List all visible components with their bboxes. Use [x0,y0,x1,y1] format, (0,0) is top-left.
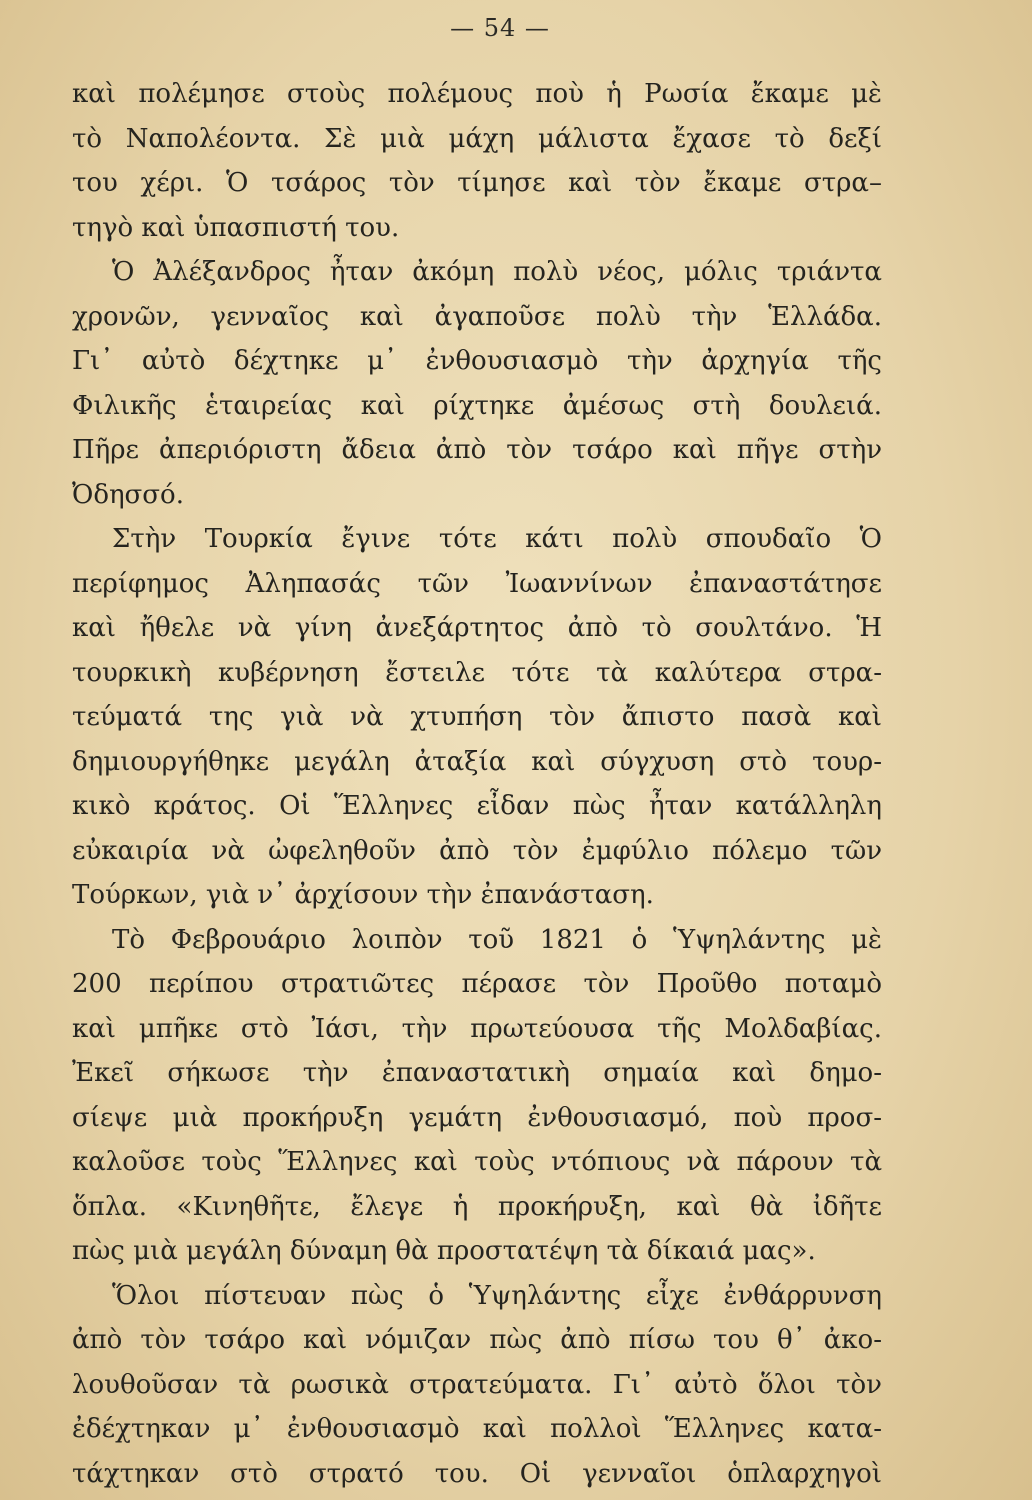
text-line: καὶ μπῆκε στὸ Ἰάσι, τὴν πρωτεύουσα τῆς Μολδαβίας. [72,1013,882,1044]
text-line: Τὸ Φεβρουάριο λοιπὸν τοῦ 1821 ὁ Ὑψηλάντης μὲ [112,924,882,955]
text-line: περίφημος Ἀληπασάς τῶν Ἰωαννίνων ἐπαναστάτησε [72,568,882,599]
text-line: τεύματά της γιὰ νὰ χτυπήση τὸν ἄπιστο πασὰ καὶ [72,702,882,732]
text-line: Ὁ Ἀλέξανδρος ἦταν ἀκόμη πολὺ νέος, μόλις τριάντα [112,257,882,287]
text-line: σίεψε μιὰ προκήρυξη γεμάτη ἐνθουσιασμό, ποὺ προσ- [72,1102,882,1133]
text-line: πὼς μιὰ μεγάλη δύναμη θὰ προστατέψη τὰ δίκαιά μας». [72,1236,816,1266]
text-line: Ὀδησσό. [72,479,184,510]
text-line: Φιλικῆς ἑταιρείας καὶ ρίχτηκε ἀμέσως στὴ δουλειά. [72,390,882,421]
text-line: χρονῶν, γενναῖος καὶ ἀγαποῦσε πολὺ τὴν Ἑλλάδα. [72,301,882,332]
text-line: εὐκαιρία νὰ ὠφεληθοῦν ἀπὸ τὸν ἐμφύλιο πόλεμο τῶν [72,835,882,866]
text-line: Πῆρε ἀπεριόριστη ἄδεια ἀπὸ τὸν τσάρο καὶ πῆγε στὴν [72,435,882,465]
text-line: τουρκικὴ κυβέρνηση ἔστειλε τότε τὰ καλύτερα στρα- [72,657,882,688]
page-number: — 54 — [450,14,550,42]
text-line: λουθοῦσαν τὰ ρωσικὰ στρατεύματα. Γι᾿ αὐτὸ ὅλοι τὸν [72,1369,882,1400]
text-line: τὸ Ναπολέοντα. Σὲ μιὰ μάχη μάλιστα ἔχασε τὸ δεξί [72,123,882,154]
text-line: τηγὸ καὶ ὑπασπιστή του. [72,212,400,243]
text-line: Ὅλοι πίστευαν πὼς ὁ Ὑψηλάντης εἶχε ἐνθάρρυνση [112,1280,882,1311]
text-line: καὶ ἤθελε νὰ γίνη ἀνεξάρτητος ἀπὸ τὸ σουλτάνο. Ἡ [72,613,882,643]
text-line: καλοῦσε τοὺς Ἕλληνες καὶ τοὺς ντόπιους νὰ πάρουν τὰ [72,1147,882,1177]
body-text [72,72,882,1496]
text-line: καὶ πολέμησε στοὺς πολέμους ποὺ ἡ Ρωσία ἔκαμε μὲ [72,79,882,109]
text-line: ἀπὸ τὸν τσάρο καὶ νόμιζαν πὼς ἀπὸ πίσω του θ᾿ ἀκο- [72,1325,882,1355]
text-line: ἐδέχτηκαν μ᾿ ἐνθουσιασμὸ καὶ πολλοὶ Ἕλληνες κατα- [72,1414,882,1444]
text-line: Τούρκων, γιὰ ν᾿ ἀρχίσουν τὴν ἐπανάσταση. [72,880,654,910]
text-line: Στὴν Τουρκία ἔγινε τότε κάτι πολὺ σπουδαῖο Ὁ [112,524,882,554]
text-line: κικὸ κράτος. Οἱ Ἕλληνες εἶδαν πὼς ἦταν κατάλληλη [72,791,882,821]
text-line: Ἐκεῖ σήκωσε τὴν ἐπαναστατικὴ σημαία καὶ δημο- [72,1058,882,1088]
text-line: ὅπλα. «Κινηθῆτε, ἔλεγε ἡ προκήρυξη, καὶ θὰ ἰδῆτε [72,1191,882,1222]
text-line: 200 περίπου στρατιῶτες πέρασε τὸν Προῦθο ποταμὸ [72,969,882,999]
text-line: Γι᾿ αὐτὸ δέχτηκε μ᾿ ἐνθουσιασμὸ τὴν ἀρχηγία τῆς [72,346,882,376]
text-line: του χέρι. Ὁ τσάρος τὸν τίμησε καὶ τὸν ἔκαμε στρα– [72,168,882,198]
text-line: δημιουργήθηκε μεγάλη ἀταξία καὶ σύγχυση στὸ τουρ- [72,746,882,777]
text-line: τάχτηκαν στὸ στρατό του. Οἱ γενναῖοι ὁπλαρχηγοὶ [72,1458,882,1489]
